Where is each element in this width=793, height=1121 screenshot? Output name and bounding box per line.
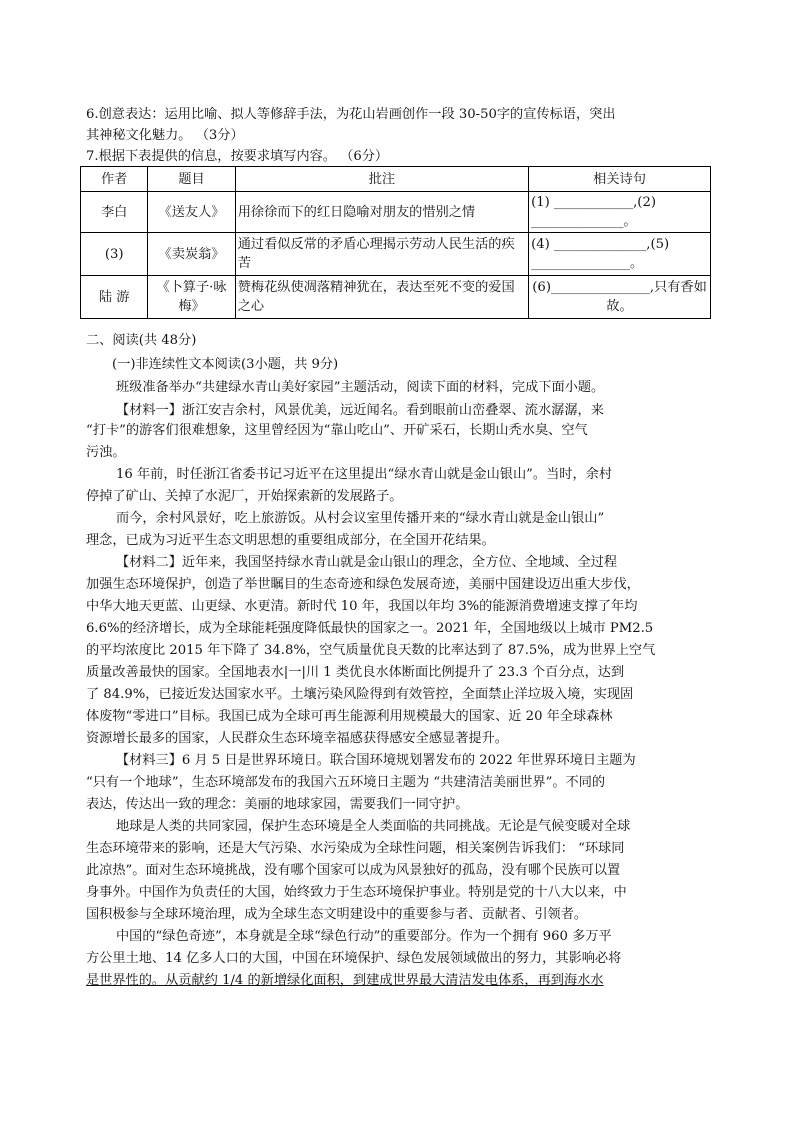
cell-poem: (1) ____________,(2) ______________。	[529, 192, 711, 233]
table-row	[81, 276, 711, 319]
passage-line: 质量改善最快的国家。全国地表水|一|川 1 类优良水体断面比例提升了 23.3 个百分点，达到	[86, 665, 625, 680]
passage-line: 资源增长最多的国家，人民群众生态环境幸福感获得感安全感显著提升。	[86, 731, 508, 746]
section-heading: 二、阅读(共 48分)	[86, 333, 197, 348]
cell-note: 用徐徐而下的红日隐喻对朋友的惜别之情	[235, 192, 528, 233]
passage-line: 方公里土地、14 亿多人口的大国，中国在环境保护、绿色发展领域做出的努力，其影响必将	[86, 951, 622, 966]
table-row	[81, 192, 711, 233]
passage-line: 了 84.9%，已接近发达国家水平。土壤污染风险得到有效管控，全面禁止洋垃圾入境，实现固	[86, 687, 634, 702]
passage-line: 理念，已成为习近平生态文明思想的重要组成部分，在全国开花结果。	[86, 533, 495, 548]
passage-line: 而今，余村风景好，吃上旅游饭。从村会议室里传播开来的“绿水青山就是金山银山”	[116, 511, 605, 526]
passage-line-underlined: 是世界性的。从贡献约 1/4 的新增绿化面积，到建成世界最大清洁发电体系，再到海水水	[86, 973, 604, 988]
passage-line: 地球是人类的共同家园，保护生态环境是全人类面临的共同挑战。无论是气候变暖对全球	[116, 819, 631, 834]
cell-note: 通过看似反常的矛盾心理揭示劳动人民生活的疾苦	[235, 233, 528, 276]
passage-line: 污浊。	[86, 445, 126, 460]
passage-line: 【材料二】近年来，我国坚持绿水青山就是金山银山的理念，全方位、全地域、全过程	[116, 555, 618, 570]
passage-line: 体废物“零进口”目标。我国已成为全球可再生能源利用规模最大的国家、近 20 年全球森林	[86, 709, 613, 724]
cell-note: 赞梅花纵使凋落精神犹在，表达至死不变的爱国之心	[235, 276, 528, 319]
passage-line: “只有一个地球”，生态环境部发布的我国六五环境日主题为 “共建清洁美丽世界”。不同的	[86, 775, 606, 790]
cell-title: 《卖炭翁》	[148, 233, 235, 276]
cell-author: 李白	[81, 192, 148, 233]
cell-author: 陆 游	[81, 276, 148, 319]
passage-line: 【材料三】6 月 5 日是世界环境日。联合国环境规划署发布的 2022 年世界环境日主题为	[116, 753, 636, 768]
header-poem: 相关诗句	[529, 167, 711, 192]
passage-line: 加强生态环境保护，创造了举世瞩目的生态奇迹和绿色发展奇迹，美丽中国建设迈出重大步伐，	[86, 577, 640, 592]
passage-line: 【材料一】浙江安吉余村，风景优美，远近闻名。看到眼前山峦叠翠、流水潺潺，来	[116, 403, 604, 418]
q7-title: 7.根据下表提供的信息，按要求填写内容。 （6分）	[86, 149, 389, 164]
passage-line: 6.6%的经济增长，成为全球能耗强度降低最快的国家之一。2021 年，全国地级以上城市 PM2.5	[86, 621, 654, 636]
passage-line: 中华大地天更蓝、山更绿、水更清。新时代 10 年，我国以年均 3%的能源消费增速支撑了年均	[86, 599, 638, 614]
header-title: 题目	[148, 167, 235, 192]
passage-line: 班级准备举办“共建绿水青山美好家园”主题活动，阅读下面的材料，完成下面小题。	[116, 380, 605, 395]
cell-author: (3)	[81, 233, 148, 276]
passage-line: 此凉热”。面对生态环境挑战，没有哪个国家可以成为风景独好的孤岛，没有哪个民族可以置	[86, 863, 621, 878]
header-note: 批注	[235, 167, 528, 192]
table-row	[81, 233, 711, 276]
table-header-row	[81, 167, 711, 192]
cell-poem: (4) ______________,(5) _______________。	[529, 233, 711, 276]
q7-table	[80, 166, 711, 319]
passage-line: 的平均浓度比 2015 年下降了 34.8%，空气质量优良天数的比率达到了 87.5%，成为世界上空气	[86, 643, 656, 658]
cell-title: 《送友人》	[148, 192, 235, 233]
passage-line: 停掉了矿山、关掉了水泥厂，开始探索新的发展路子。	[86, 489, 403, 504]
section-subheading: (一)非连续性文本阅读(3小题，共 9分)	[112, 357, 339, 372]
header-author: 作者	[81, 167, 148, 192]
passage-line: 国积极参与全球环境治理，成为全球生态文明建设中的重要参与者、贡献者、引领者。	[86, 907, 588, 922]
passage-line: 16 年前，时任浙江省委书记习近平在这里提出“绿水青山就是金山银山”。当时，余村	[116, 467, 613, 482]
passage-line: “打卡”的游客们很难想象，这里曾经因为“靠山吃山”、开矿采石，长期山秃水臭、空气	[86, 423, 588, 438]
passage-line: 生态环境带来的影响，还是大气污染、水污染成为全球性问题，相关案例告诉我们： “环球同	[86, 841, 625, 856]
cell-poem: (6)_______________,只有香如故。	[529, 276, 711, 319]
cell-title: 《卜算子·咏梅》	[148, 276, 235, 319]
q6-line2: 其神秘文化魅力。 （3分）	[86, 128, 244, 143]
passage-line: 中国的“绿色奇迹”，本身就是全球“绿色行动”的重要部分。作为一个拥有 960 多万平	[116, 929, 612, 944]
q6-line1: 6.创意表达：运用比喻、拟人等修辞手法，为花山岩画创作一段 30-50字的宣传标语，突出	[86, 107, 616, 122]
passage-line: 表达，传达出一致的理念：美丽的地球家园，需要我们一同守护。	[86, 797, 469, 812]
passage-line: 身事外。中国作为负责任的大国，始终致力于生态环境保护事业。特别是党的十八大以来，中	[86, 885, 627, 900]
